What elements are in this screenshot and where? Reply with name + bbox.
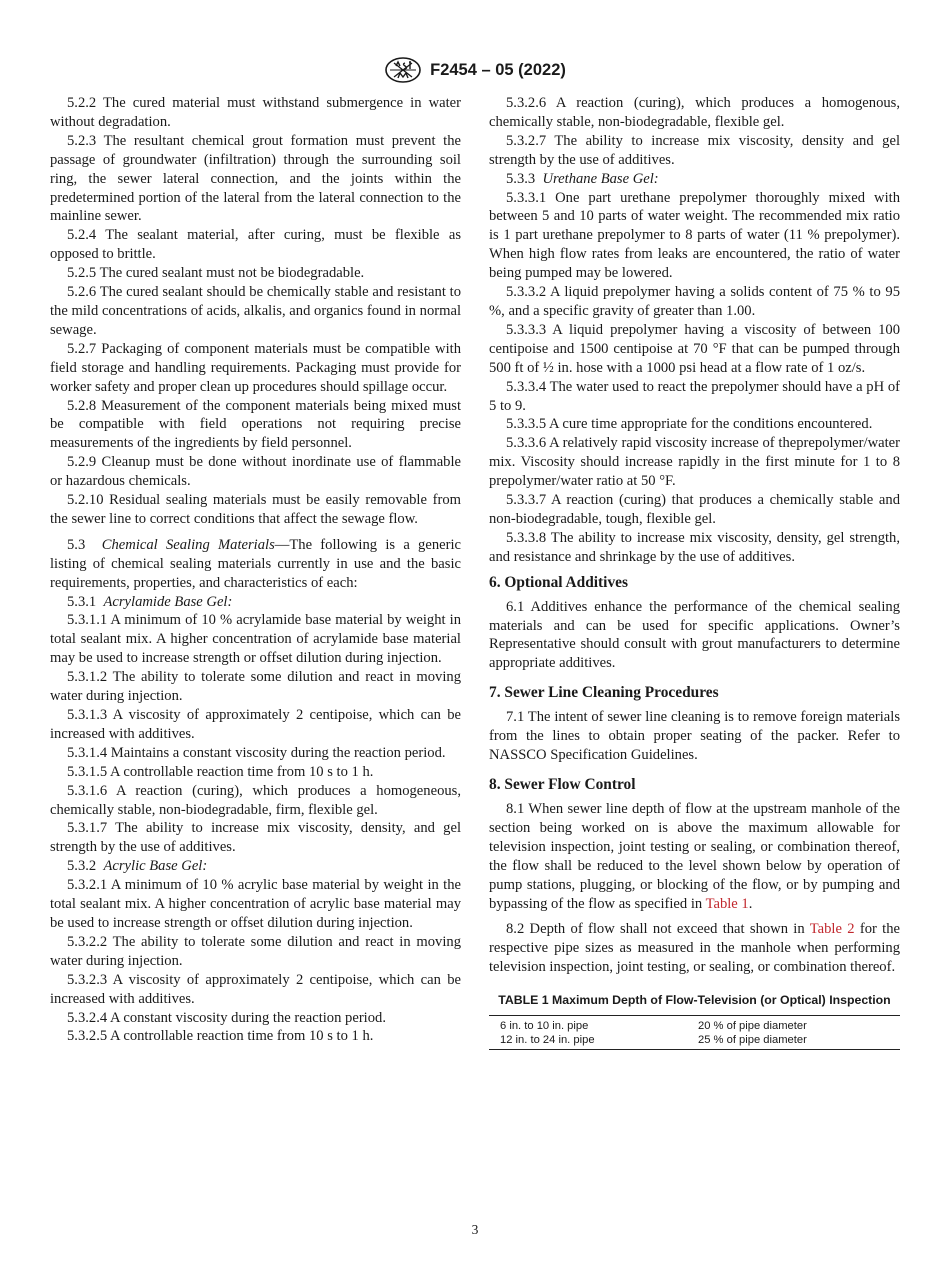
paragraph-5-3-3-4: 5.3.3.4 The water used to react the prepolymer should have a pH of 5 to 9. <box>489 378 900 414</box>
paragraph-5-3-2-1: 5.3.2.1 A minimum of 10 % acrylic base material by weight in the total sealant mix. A higher concentration of acrylic base material may be used to increase strength or offset dilution during injection. <box>50 877 461 931</box>
paragraph-5-2-2: 5.2.2 The cured material must withstand submergence in water without degradation. <box>50 95 461 130</box>
section-6-heading: 6. Optional Additives <box>489 573 628 591</box>
paragraph-5-2-10: 5.2.10 Residual sealing materials must be easily removable from the sewer line to correct conditions that affect the sewage flow. <box>50 492 461 527</box>
paragraph-5-3-2-4: 5.3.2.4 A constant viscosity during the reaction period. <box>67 1009 386 1026</box>
paragraph-5-3-2-7: 5.3.2.7 The ability to increase mix viscosity, density and gel strength by the use of additives. <box>489 132 900 168</box>
table-row <box>489 1016 900 1034</box>
paragraph-5-3-3-8: 5.3.3.8 The ability to increase mix viscosity, density, gel strength, and resistance and shrinkage by the use of additives. <box>489 529 900 565</box>
table-1 <box>489 1015 900 1050</box>
paragraph-7-1: 7.1 The intent of sewer line cleaning is to remove foreign materials from the lines to obtain proper seating of the packer. Refer to NASSCO Specification Guidelines. <box>489 709 900 764</box>
subsection-5-3-3-heading <box>489 170 900 189</box>
section-number: 5.3 <box>67 536 86 553</box>
paragraph-5-3-3-6: 5.3.3.6 A relatively rapid viscosity increase of theprepolymer/water mix. Viscosity should increase rapidly in the first minute for 1 to 8 prepolymer/water ratio at 50 °F. <box>489 435 900 490</box>
table-cell-pipe-size: 12 in. to 24 in. pipe <box>500 1033 595 1046</box>
paragraph-5-3-3-1: 5.3.3.1 One part urethane prepolymer thoroughly mixed with between 5 and 10 parts of water weight. The recommended mix ratio is 1 part urethane prepolymer to 8 parts of water (11 % prepolymer). When high flow rates from leaks are encountered, the ratio of water being pumped may be lowered. <box>489 189 900 282</box>
paragraph-6-1: 6.1 Additives enhance the performance of the chemical sealing materials and can be used for specific applications. Owner’s Representative should consult with grout manufacturers to determine appropriate additives. <box>489 598 900 672</box>
paragraph-8-1 <box>489 800 900 913</box>
subsection-title: Acrylamide Base Gel: <box>103 593 233 610</box>
paragraph-5-3-1-2: 5.3.1.2 The ability to tolerate some dilution and react in moving water during injection. <box>50 669 461 705</box>
paragraph-text: 8.2 Depth of flow shall not exceed that shown in <box>506 921 810 938</box>
paragraph-5-2-3: 5.2.3 The resultant chemical grout formation must prevent the passage of groundwater (infiltration) through the surrounding soil ring, the sewer lateral connection, and the joints within the predetermined portion of the lateral from the lateral connection to the mainline sewer. <box>50 132 461 225</box>
document-designation: F2454 – 05 (2022) <box>430 60 566 79</box>
paragraph-5-3-2-3: 5.3.2.3 A viscosity of approximately 2 centipoise, which can be increased with additives. <box>50 971 461 1007</box>
paragraph-5-3-1-1: 5.3.1.1 A minimum of 10 % acrylamide base material by weight in total sealant mix. A higher concentration of acrylamide base material may be used to increase strength or offset dilution during injection. <box>50 612 461 667</box>
left-column <box>50 94 461 1046</box>
paragraph-5-3-1-4: 5.3.1.4 Maintains a constant viscosity during the reaction period. <box>67 744 446 761</box>
paragraph-5-3-2-2: 5.3.2.2 The ability to tolerate some dilution and react in moving water during injection. <box>50 933 461 969</box>
paragraph-text-end: for the respective pipe sizes as measured in the manhole when performing television inspection, joint testing, or sealing, or combination thereof. <box>489 921 900 976</box>
subsection-5-3-1-heading <box>50 593 461 612</box>
table-1-title: TABLE 1 Maximum Depth of Flow-Television (or Optical) Inspection <box>498 993 891 1008</box>
table-1-link[interactable]: Table 1 <box>705 895 749 912</box>
paragraph-5-3 <box>50 536 461 593</box>
paragraph-5-2-9: 5.2.9 Cleanup must be done without inordinate use of flammable or hazardous chemicals. <box>50 454 461 490</box>
table-cell-depth: 25 % of pipe diameter <box>698 1033 807 1046</box>
paragraph-5-3-3-7: 5.3.3.7 A reaction (curing) that produces a chemically stable and non-biodegradable, tough, flexible gel. <box>489 492 900 527</box>
right-column <box>489 94 900 1050</box>
paragraph-5-3-3-5: 5.3.3.5 A cure time appropriate for the conditions encountered. <box>506 416 873 433</box>
subsection-title: Acrylic Base Gel: <box>103 858 208 875</box>
subsection-title: Urethane Base Gel: <box>542 170 659 187</box>
subsection-5-3-2-heading <box>50 857 461 876</box>
table-cell-depth: 20 % of pipe diameter <box>698 1020 807 1033</box>
table-cell-pipe-size: 6 in. to 10 in. pipe <box>500 1020 589 1033</box>
paragraph-5-3-3-3: 5.3.3.3 A liquid prepolymer having a viscosity of between 100 centipoise and 1500 centipoise at 70 °F that can be pumped through 500 ft of ½ in. hose with a 1000 psi head at a flow rate of 1 oz/s. <box>489 321 900 376</box>
paragraph-5-3-1-6: 5.3.1.6 A reaction (curing), which produces a homogeneous, chemically stable, non-biodegradable, firm, flexible gel. <box>50 782 461 818</box>
subsection-number: 5.3.2 <box>67 858 97 875</box>
paragraph-5-2-4: 5.2.4 The sealant material, after curing, must be flexible as opposed to brittle. <box>50 227 461 263</box>
section-title: Chemical Sealing Materials <box>101 536 275 553</box>
page-number: 3 <box>471 1222 479 1237</box>
paragraph-5-3-2-5: 5.3.2.5 A controllable reaction time from 10 s to 1 h. <box>67 1028 374 1045</box>
section-7-heading: 7. Sewer Line Cleaning Procedures <box>489 684 719 702</box>
paragraph-5-2-5: 5.2.5 The cured sealant must not be biodegradable. <box>67 265 365 282</box>
subsection-number: 5.3.1 <box>67 593 97 610</box>
table-row <box>489 1034 900 1050</box>
paragraph-5-3-3-2: 5.3.3.2 A liquid prepolymer having a solids content of 75 % to 95 %, and a specific gravity of greater than 1.00. <box>489 284 900 319</box>
paragraph-5-3-2-6: 5.3.2.6 A reaction (curing), which produces a homogenous, chemically stable, non-biodegradable, flexible gel. <box>489 95 900 130</box>
paragraph-5-2-6: 5.2.6 The cured sealant should be chemically stable and resistant to the mild concentrations of acids, alkalis, and organics found in normal sewage. <box>50 284 461 338</box>
page-header <box>0 57 950 83</box>
paragraph-5-2-7: 5.2.7 Packaging of component materials must be compatible with field storage and handling requirements. Packaging must provide for worker safety and proper clean up procedures should spillage occur. <box>50 340 461 395</box>
paragraph-5-3-1-7: 5.3.1.7 The ability to increase mix viscosity, density, and gel strength by the use of additives. <box>50 820 461 856</box>
section-text: —The following is a generic listing of chemical sealing materials currently in use and the basic requirements, properties, and characteristics of each: <box>50 536 461 591</box>
table-2-link[interactable]: Table 2 <box>809 921 855 938</box>
paragraph-text: 8.1 When sewer line depth of flow at the upstream manhole of the section being worked on is above the maximum allowable for television inspection, joint testing or sealing, or combination thereof, the flow shall be reduced to the level shown below by operation of pump stations, plugging, or blocking of the flow, or by pumping and bypassing of the flow as specified in <box>489 801 900 912</box>
astm-logo-icon <box>384 57 422 83</box>
paragraph-5-3-1-3: 5.3.1.3 A viscosity of approximately 2 centipoise, which can be increased with additives. <box>50 707 461 742</box>
paragraph-5-3-1-5: 5.3.1.5 A controllable reaction time from 10 s to 1 h. <box>67 763 374 780</box>
paragraph-text-end: . <box>748 895 753 912</box>
section-8-heading: 8. Sewer Flow Control <box>489 776 636 793</box>
subsection-number: 5.3.3 <box>506 170 536 187</box>
paragraph-5-2-8: 5.2.8 Measurement of the component materials being mixed must be compatible with field operations not requiring precise measurements of the ingredients by field personnel. <box>50 397 461 452</box>
paragraph-8-2 <box>489 920 900 977</box>
